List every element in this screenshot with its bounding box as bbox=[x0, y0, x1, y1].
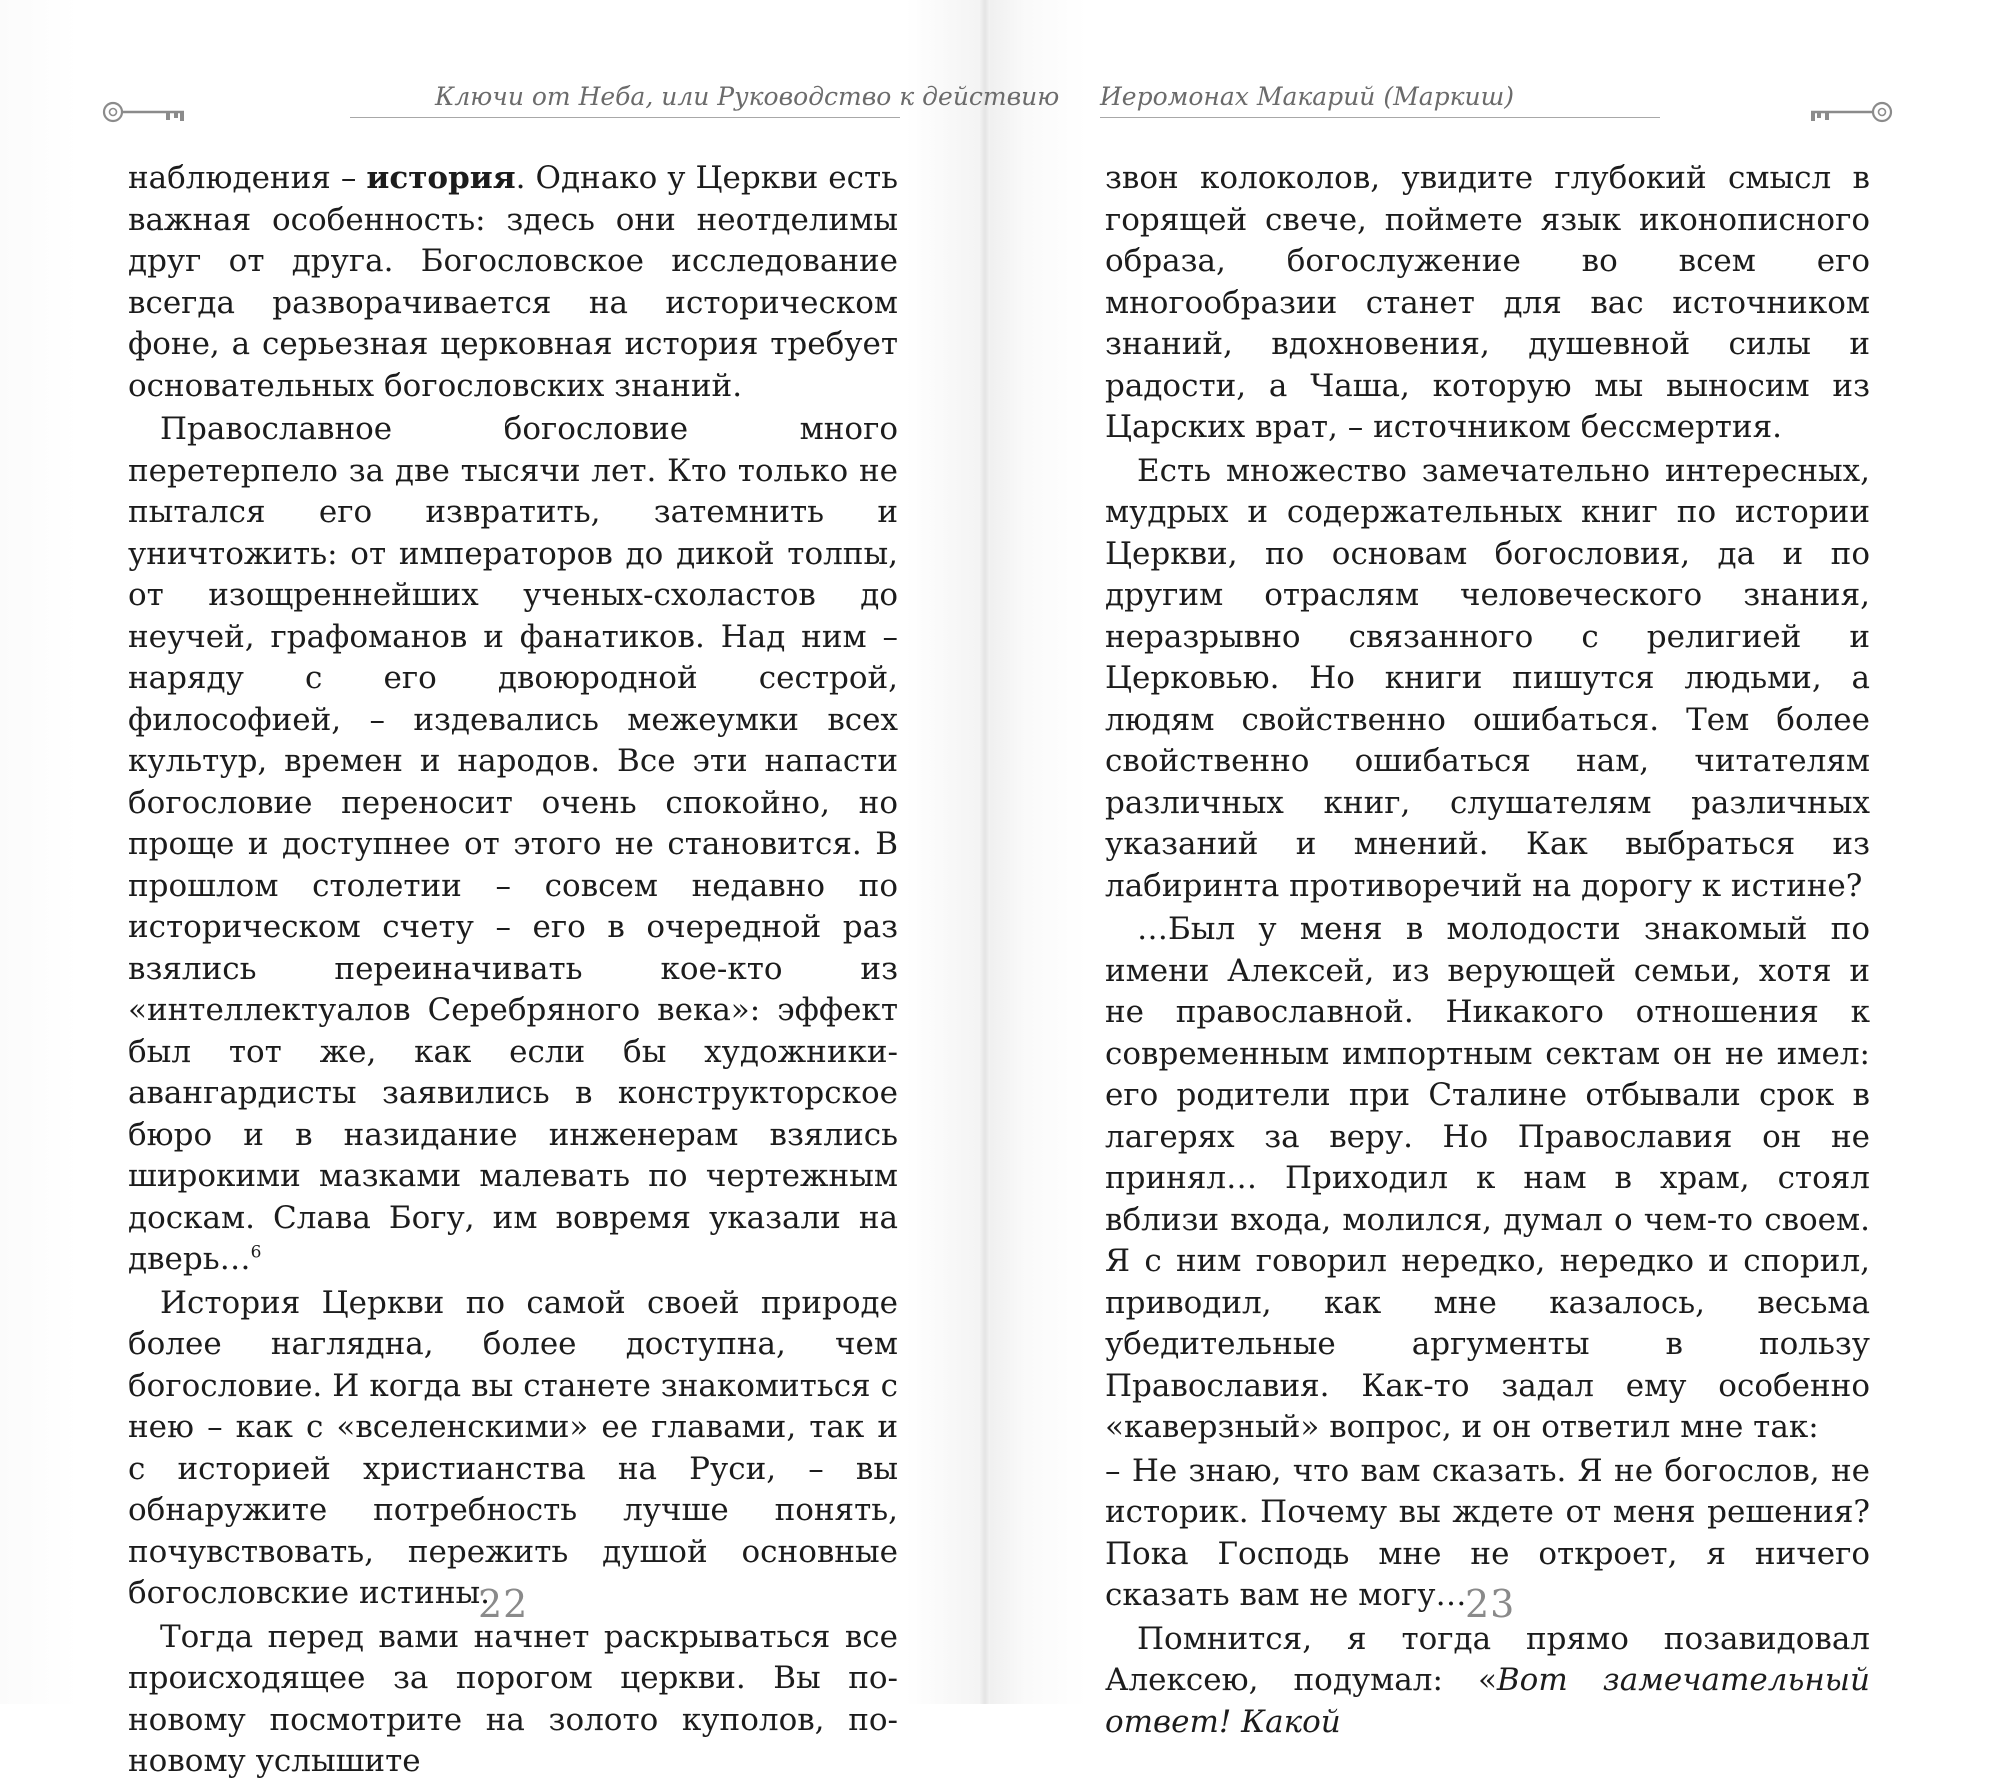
paragraph: История Церкви по самой своей природе более наглядна, более доступна, чем богословие. И когда вы станете знакомиться с нею – как с «вселенскими» ее главами, так и с историей христианства на Руси, – вы обнаружите потребность лучше понять, почувствовать, пережить душой основные богословские истины. bbox=[128, 1284, 898, 1611]
paragraph: …Был у меня в молодости знакомый по имени Алексей, из верующей семьи, хотя и не православной. Никакого отношения к современным импортным сектам он не имел: его родители при Сталине отбывали срок в лагерях за веру. Но Православия он не принял… Приходил к нам в храм, стоял вблизи входа, молился, думал о чем-то своем. Я с ним говорил нередко, нередко и спорил, приводил, как мне казалось, весьма убедительные аргументы в пользу Православия. Как-то задал ему особенно «каверзный» вопрос, и он ответил мне так: bbox=[1105, 911, 1870, 1445]
key-icon bbox=[100, 92, 190, 132]
header-rule-left bbox=[350, 117, 900, 118]
dialogue-paragraph: – Не знаю, что вам сказать. Я не богослов, не историк. Почему вы ждете от меня решения? Пока Господь мне не откроет, я ничего сказать вам не могу… bbox=[1105, 1452, 1870, 1613]
bold-term: история bbox=[366, 160, 516, 196]
paragraph-text: . Однако у Церкви есть важная особенность: здесь они неотделимы друг от друга. Богословское исследование всегда разворачивается на историческом фоне, а серьезная церковная история требует основательных богословских знаний. bbox=[128, 160, 898, 404]
paragraph-text: Помнится, я тогда прямо позавидовал Алексею, подумал: « bbox=[1105, 1620, 1870, 1698]
paragraph: Тогда перед вами начнет раскрываться все происходящее за порогом церкви. Вы по-новому посмотрите на золото куполов, по-новому услышите bbox=[128, 1618, 898, 1779]
italic-quote: Вот замечательный ответ! Какой bbox=[1105, 1662, 1870, 1740]
right-body-text bbox=[1105, 158, 1870, 1745]
paragraph: звон колоколов, увидите глубокий смысл в горящей свече, поймете язык иконописного образа, богослужение во всем его многообразии станет для вас источником знаний, вдохновения, душевной силы и радости, а Чаша, которую мы выносим из Царских врат, – источником бессмертия. bbox=[1105, 160, 1870, 445]
footnote-marker: 6 bbox=[250, 1242, 262, 1263]
header-rule-right bbox=[1100, 117, 1660, 118]
key-icon bbox=[1805, 92, 1895, 132]
running-head-right: Иеромонах Макарий (Маркиш) bbox=[1100, 82, 1515, 111]
running-head-left: Ключи от Неба, или Руководство к действию bbox=[435, 82, 1060, 111]
paragraph bbox=[1105, 1619, 1870, 1744]
paragraph-text: Православное богословие много перетерпело за две тысячи лет. Кто только не пытался его извратить, затемнить и уничтожить: от императоров до дикой толпы, от изощреннейших ученых-схоластов до неучей, графоманов и фанатиков. Над ним – наряду с его двоюродной сестрой, философией, – издевались межеумки всех культур, времен и народов. Все эти напасти богословие переносит очень спокойно, но проще и доступнее от этого не становится. В прошлом столетии – совсем недавно по историческом счету – его в очередной раз взялись переиначивать кое-кто из «интеллектуалов Серебряного века»: эффект был тот же, как если бы художники-авангардисты заявились в конструкторское бюро и в назидание инженерам взялись широкими мазками малевать по чертежным доскам. Слава Богу, им вовремя указали на дверь… bbox=[128, 411, 898, 1277]
paragraph-text: наблюдения – bbox=[128, 160, 367, 196]
page-number-left: 22 bbox=[478, 1582, 529, 1626]
paragraph: Есть множество замечательно интересных, мудрых и содержательных книг по истории Церкви, по основам богословия, да и по другим отраслям человеческого знания, неразрывно связанного с религией и Церковью. Но книги пишутся людьми, а людям свойственно ошибаться. Тем более свойственно ошибаться нам, читателям различных книг, слушателям различных указаний и мнений. Как выбраться из лабиринта противоречий на дорогу к истине? bbox=[1105, 452, 1870, 904]
page-number-right: 23 bbox=[1465, 1582, 1516, 1626]
paragraph bbox=[128, 158, 898, 407]
book-gutter bbox=[980, 0, 990, 1704]
left-body-text bbox=[128, 158, 898, 1785]
paragraph bbox=[128, 409, 898, 1281]
